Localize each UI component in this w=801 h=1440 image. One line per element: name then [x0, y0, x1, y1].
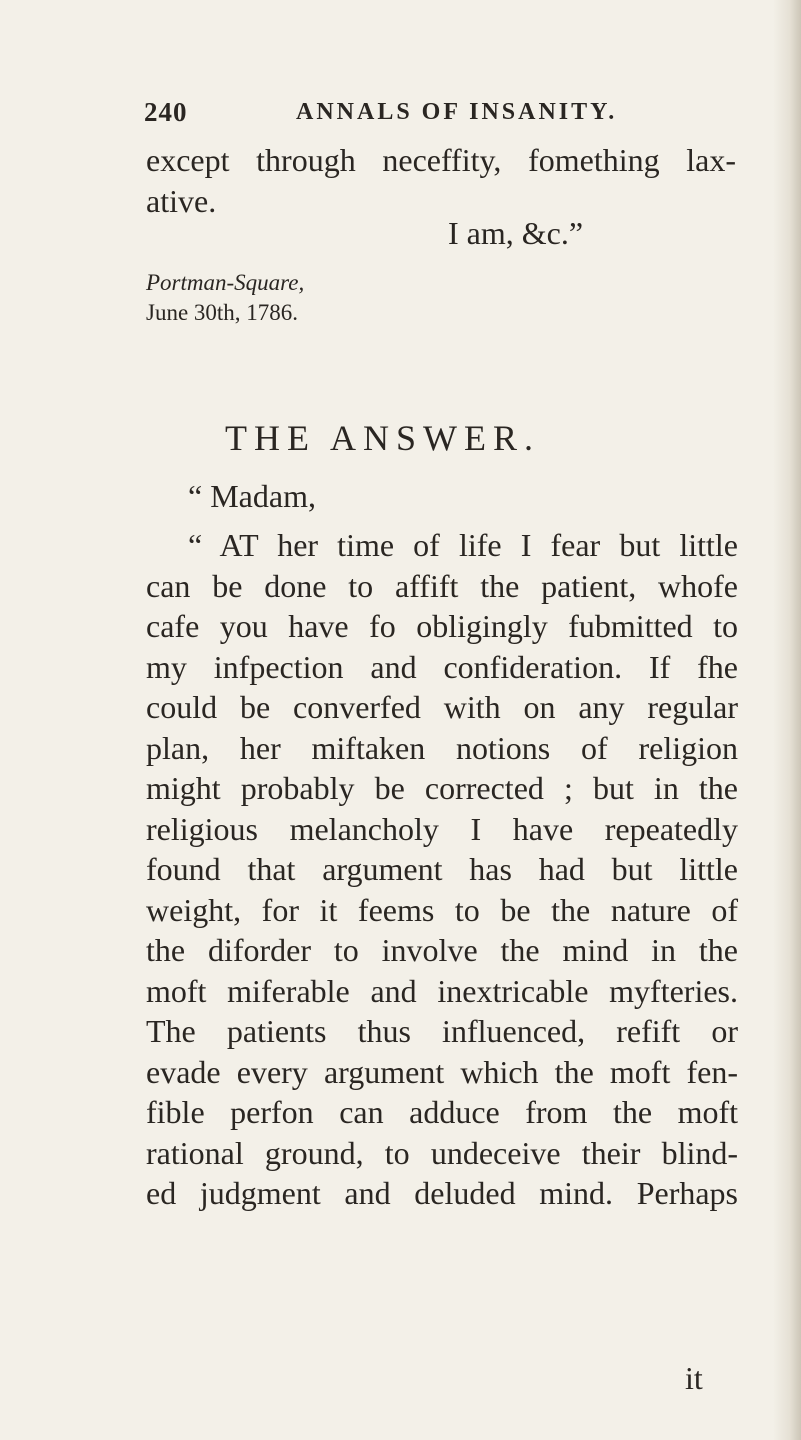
text-line: plan, her miftaken notions of religion	[146, 729, 738, 766]
letter-date: June 30th, 1786.	[146, 300, 299, 325]
letter-closing: I am, &c.”	[448, 215, 584, 251]
text-line: fible perfon can adduce from the moft	[146, 1094, 738, 1130]
text-line: might probably be corrected ; but in the	[146, 770, 738, 806]
text-line: found that argument has had but little	[146, 851, 738, 887]
text-line: the diforder to involve the mind in the	[146, 932, 738, 968]
text-line: except through neceffity, fomething lax-	[146, 142, 736, 178]
running-head	[144, 97, 664, 137]
text-line: ed judgment and deluded mind. Perhaps	[146, 1175, 738, 1211]
section-heading: THE ANSWER.	[225, 418, 540, 458]
text-line: weight, for it feems to be the nature of	[146, 891, 738, 928]
text-line: The patients thus influenced, refift or	[146, 1013, 738, 1049]
page-number: 240	[144, 97, 188, 127]
text-line: rational ground, to undeceive their blind-	[146, 1134, 738, 1171]
text-line: cafe you have fo obligingly fubmitted to	[146, 608, 738, 644]
answer-body	[146, 525, 738, 1214]
salutation: “ Madam,	[188, 478, 316, 514]
letter-place: Portman-Square,	[146, 270, 305, 295]
text-line: can be done to affift the patient, whofe	[146, 567, 738, 604]
text-line: evade every argument which the moft fen-	[146, 1053, 738, 1090]
text-line: “ AT her time of life I fear but little	[188, 527, 738, 563]
text-line: my infpection and confideration. If fhe	[146, 648, 738, 685]
catchword: it	[685, 1360, 703, 1396]
text-line: moft miferable and inextricable myfteries.	[146, 972, 738, 1009]
text-line: ative.	[146, 182, 217, 219]
text-line: religious melancholy I have repeatedly	[146, 810, 738, 847]
text-line: could be converfed with on any regular	[146, 689, 738, 725]
letter-end-text	[146, 140, 736, 221]
page-edge-shadow	[773, 0, 801, 1440]
running-title: ANNALS OF INSANITY.	[296, 99, 618, 125]
